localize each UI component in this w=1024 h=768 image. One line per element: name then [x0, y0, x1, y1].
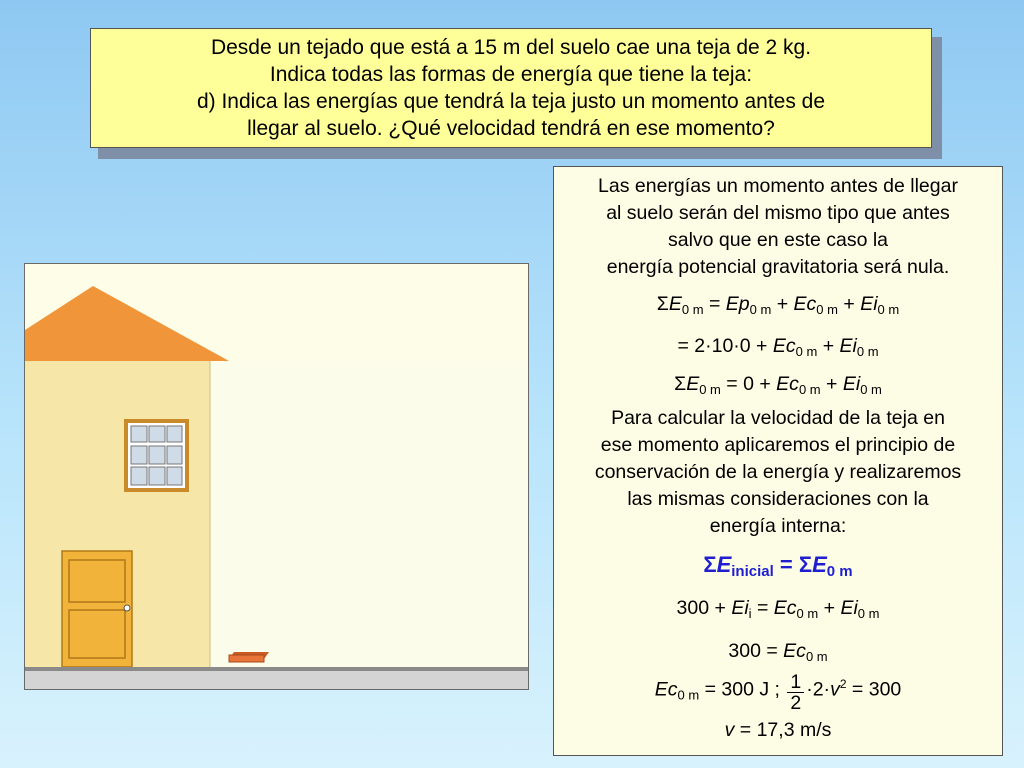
answer-explain-3: conservación de la energía y realizaremos	[594, 461, 962, 483]
equation-6: $300 = Ec_{0 m}$	[728, 640, 828, 664]
right-area	[210, 361, 529, 667]
answer-explain-1: Para calcular la velocidad de la teja en	[611, 407, 945, 429]
question-box	[90, 28, 932, 148]
door	[62, 551, 132, 667]
question-line-1: Desde un tejado que está a 15 m del suelo cae una teja de 2 kg.	[210, 36, 812, 59]
fraction-one-half: $\frac{1}{2}$	[787, 672, 804, 713]
energy-conservation-equation: $\Sigma E_{inicial} = \Sigma E_{0 m}$	[703, 552, 853, 580]
roof-tile	[229, 655, 264, 662]
question-line-4: llegar al suelo. ¿Qué velocidad tendrá en ese momento?	[247, 117, 775, 140]
equation-5: $300 + Ei_i = Ec_{0 m} + Ei_{0 m}$	[676, 597, 880, 621]
equation-2: = $2\cdot 10\cdot 0 + Ec_{0 m} + Ei_{0 m}$	[677, 335, 879, 359]
equation-1: $\Sigma E_{0 m} = Ep_{0 m} + Ec_{0 m} + Ei_{0 m}$	[656, 293, 900, 317]
equation-3: $\Sigma E_{0 m} = 0 + Ec_{0 m} + Ei_{0 m}$	[674, 373, 882, 397]
answer-panel	[553, 166, 1003, 756]
equation-7: $Ec_{0 m} = 300$ J ; $\frac{1}{2}$ $\cdot 2\cdot v^2 = 300$	[654, 671, 902, 714]
question-line-3: d) Indica las energías que tendrá la teja justo un momento antes de	[196, 90, 826, 113]
ground-edge	[25, 667, 529, 671]
answer-intro-2: al suelo serán del mismo tipo que antes	[606, 202, 950, 224]
answer-explain-5: energía interna:	[709, 515, 847, 537]
answer-intro-3: salvo que en este caso la	[667, 229, 889, 251]
house-illustration	[24, 263, 529, 690]
equation-8: v = 17,3 m/s	[724, 719, 832, 741]
answer-intro-1: Las energías un momento antes de llegar	[598, 175, 958, 197]
question-line-2: Indica todas las formas de energía que tiene la teja:	[269, 63, 753, 86]
answer-explain-2: ese momento aplicaremos el principio de	[600, 434, 956, 456]
door-knob	[124, 605, 130, 611]
answer-explain-4: las mismas consideraciones con la	[627, 488, 929, 510]
house-scene-svg	[25, 264, 529, 690]
window	[124, 419, 189, 492]
answer-intro-4: energía potencial gravitatoria será nula.	[606, 256, 950, 278]
